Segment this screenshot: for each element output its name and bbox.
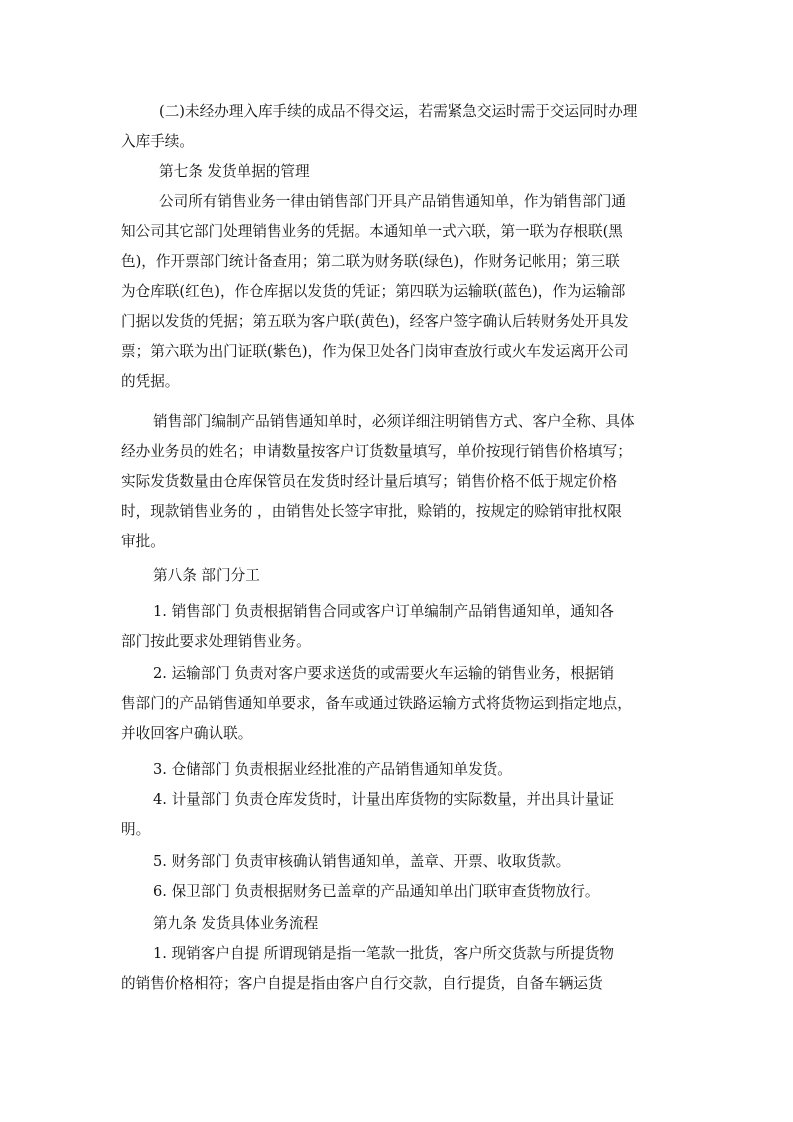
paragraph-line: 实际发货数量由仓库保管员在发货时经计量后填写；销售价格不低于规定价格 [121,473,618,490]
list-item-line: 4. 计量部门 负责仓库发货时，计量出库货物的实际数量，并出具计量证 [153,791,615,808]
list-item-line: 部门按此要求处理销售业务。 [121,633,311,650]
list-item-line: 2. 运输部门 负责对客户要求送货的或需要火车运输的销售业务，根据销 [153,665,615,682]
list-item-line: 并收回客户确认联。 [121,725,253,742]
list-item-line: 明。 [121,821,151,838]
article-8-heading: 第八条 部门分工 [153,567,260,584]
paragraph-line: 入库手续。 [121,133,194,150]
paragraph-line: 的销售价格相符；客户自提是指由客户自行交款，自行提货，自备车辆运货 [121,975,603,992]
paragraph-line: 1. 现销客户自提 所谓现销是指一笔款一批货，客户所交货款与所提货物 [153,945,615,962]
paragraph-line: 公司所有销售业务一律由销售部门开具产品销售通知单，作为销售部门通 [159,193,627,210]
paragraph-line: 票；第六联为出门证联(紫色)，作为保卫处各门岗审查放行或火车发运离开公司 [121,343,629,360]
paragraph-line: 时，现款销售业务的 ，由销售处长签字审批，赊销的，按规定的赊销审批权限 [121,503,622,520]
paragraph-line: 为仓库联(红色)，作仓库据以发货的凭证；第四联为运输联(蓝色)，作为运输部 [121,283,626,300]
list-item-line: 1. 销售部门 负责根据销售合同或客户订单编制产品销售通知单，通知各 [153,603,615,620]
paragraph-line: 知公司其它部门处理销售业务的凭据。本通知单一式六联，第一联为存根联(黑 [121,223,623,240]
article-7-heading: 第七条 发货单据的管理 [159,163,310,180]
paragraph-line: 经办业务员的姓名；申请数量按客户订货数量填写，单价按现行销售价格填写； [121,443,632,460]
article-9-heading: 第九条 发货具体业务流程 [153,915,319,932]
list-item-line: 5. 财务部门 负责审核确认销售通知单，盖章、开票、收取货款。 [153,853,571,870]
paragraph-line: (二)未经办理入库手续的成品不得交运，若需紧急交运时需于交运同时办理 [159,103,638,120]
list-item-line: 3. 仓储部门 负责根据业经批准的产品销售通知单发货。 [153,761,512,778]
paragraph-line: 销售部门编制产品销售通知单时，必须详细注明销售方式、客户全称、具体 [153,413,635,430]
paragraph-line: 审批。 [121,533,165,550]
list-item-line: 6. 保卫部门 负责根据财务已盖章的产品通知单出门联审查货物放行。 [153,883,600,900]
paragraph-line: 的凭据。 [121,373,180,390]
paragraph-line: 色)，作开票部门统计备查用；第二联为财务联(绿色)，作财务记帐用；第三联 [121,253,620,270]
list-item-line: 售部门的产品销售通知单要求，备车或通过铁路运输方式将货物运到指定地点， [121,695,632,712]
paragraph-line: 门据以发货的凭据；第五联为客户联(黄色)，经客户签字确认后转财务处开具发 [121,313,629,330]
